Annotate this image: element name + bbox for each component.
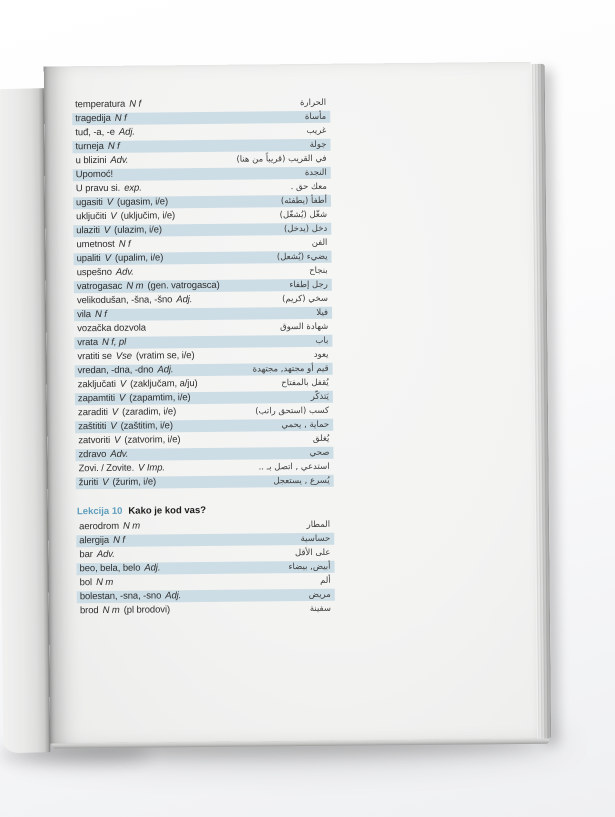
vocab-row	[73, 223, 331, 237]
grammar-tag: V	[110, 420, 117, 432]
serbian-term: Upomoć!	[75, 168, 114, 181]
arabic-translation: يُسرع , يستعجل	[273, 475, 330, 487]
vocab-row	[72, 111, 330, 125]
serbian-term: U pravu si.	[75, 182, 121, 195]
vocab-row	[73, 195, 331, 209]
vocab-row	[72, 125, 330, 139]
grammar-tag: V	[110, 210, 117, 222]
arabic-translation: دخل (يدخل)	[283, 223, 328, 235]
vocab-list-section-1	[72, 97, 334, 491]
vocab-row	[74, 293, 332, 307]
grammar-tag: V	[118, 392, 126, 404]
grammar-tag: N f, pl	[101, 336, 127, 348]
vocab-row	[76, 561, 334, 575]
arabic-translation: صحي	[309, 447, 330, 458]
serbian-term: vredan, -dna, -dno	[77, 364, 154, 377]
vocab-row	[77, 603, 335, 617]
arabic-translation: يَتذكّر	[310, 391, 329, 402]
vocab-row	[72, 139, 330, 153]
grammar-tag: Adj.	[118, 126, 135, 138]
arabic-translation: مأساة	[304, 111, 327, 123]
grammar-tag: N m	[102, 604, 120, 616]
vocab-row	[75, 419, 333, 433]
grammar-tag: V	[119, 378, 127, 390]
vocab-row	[74, 265, 332, 279]
grammar-tag: V	[111, 406, 119, 418]
conjugation-note: (vratim se, i/e)	[135, 350, 195, 362]
serbian-term: turneja	[75, 140, 104, 153]
serbian-term: vozačka dozvola	[77, 322, 147, 335]
serbian-term: zaraditi	[77, 406, 108, 419]
grammar-tag: N f	[94, 308, 107, 321]
conjugation-note: (uključim, i/e)	[120, 210, 176, 222]
arabic-translation: سفينة	[309, 603, 331, 614]
conjugation-note: (zaključam, a/ju)	[130, 378, 198, 390]
grammar-tag: N f	[114, 112, 127, 124]
serbian-term: brod	[79, 605, 99, 617]
grammar-tag: Adj.	[176, 294, 193, 306]
arabic-translation: يُقفل بالمفتاح	[281, 377, 329, 389]
vocab-row	[76, 475, 334, 489]
serbian-term: temperatura	[75, 98, 126, 111]
conjugation-note: (gen. vatrogasca)	[147, 279, 220, 292]
vocab-row	[74, 321, 332, 335]
vocab-row	[74, 335, 332, 349]
serbian-term: uspešno	[76, 266, 112, 279]
vocab-row	[75, 405, 333, 419]
serbian-term: velikodušan, -šna, -šno	[76, 294, 173, 307]
grammar-tag: exp.	[124, 182, 142, 194]
serbian-term: u blizini	[75, 154, 107, 167]
arabic-translation: فيلا	[316, 307, 329, 318]
serbian-term: žuriti	[78, 477, 99, 489]
vocab-row	[76, 547, 334, 561]
arabic-translation: قيم أو مجتهد, مجتهدة	[252, 363, 329, 375]
conjugation-note: (zaštitim, i/e)	[120, 420, 173, 432]
lesson-heading	[77, 504, 206, 518]
grammar-tag: V	[106, 196, 114, 208]
vocab-row	[75, 447, 333, 461]
grammar-tag: N m	[126, 280, 144, 292]
conjugation-note: (zaradim, i/e)	[122, 406, 177, 418]
arabic-translation: يُغلق	[312, 433, 330, 444]
conjugation-note: (upalim, i/e)	[114, 252, 164, 264]
vocab-row	[77, 575, 335, 589]
serbian-term: zatvoriti	[78, 434, 111, 447]
grammar-tag: N f	[118, 238, 131, 250]
arabic-translation: على الأقل	[294, 547, 331, 559]
serbian-term: vila	[77, 309, 92, 321]
grammar-tag: N f	[113, 534, 125, 546]
grammar-tag: N f	[107, 140, 120, 152]
vocab-row	[77, 589, 335, 603]
arabic-translation: النجدة	[304, 167, 327, 179]
grammar-tag: V	[103, 224, 111, 236]
vocab-row	[74, 349, 332, 363]
serbian-term: ugasiti	[75, 196, 103, 209]
grammar-tag: Vse	[115, 350, 132, 362]
serbian-term: zaštititi	[78, 420, 107, 433]
serbian-term: Zovi. / Zovite.	[78, 462, 135, 475]
vocab-list-section-2	[76, 519, 335, 619]
serbian-term: bol	[79, 577, 93, 589]
serbian-term: tuđ, -a, -e	[75, 126, 115, 139]
arabic-translation: ألم	[319, 575, 331, 586]
serbian-term: zapamtiti	[77, 392, 116, 405]
arabic-translation: حساسية	[300, 533, 331, 545]
arabic-translation: سخي (كريم)	[282, 293, 328, 305]
grammar-tag: V Imp.	[138, 462, 165, 474]
grammar-tag: Adv.	[115, 266, 134, 278]
conjugation-note: (pl brodovi)	[123, 604, 171, 616]
serbian-term: zaključati	[77, 378, 116, 391]
conjugation-note: (žurim, i/e)	[112, 476, 157, 488]
serbian-term: vratiti se	[77, 350, 112, 363]
vocab-row	[76, 533, 334, 547]
arabic-translation: شهادة السوق	[280, 321, 329, 333]
conjugation-note: (ulazim, i/e)	[114, 224, 162, 236]
arabic-translation: شغّل (يُشغّل)	[279, 209, 328, 221]
arabic-translation: استدعي , اتصل بـ ..	[258, 461, 330, 473]
grammar-tag: V	[114, 434, 121, 446]
lesson-title: Kako je kod vas?	[128, 504, 207, 517]
serbian-term: uključiti	[76, 210, 107, 223]
vocab-row	[75, 377, 333, 391]
left-page-edge	[0, 88, 50, 753]
vocab-row	[73, 167, 331, 181]
grammar-tag: N f	[129, 98, 142, 110]
arabic-translation: يضيء (يُشعل)	[276, 251, 328, 263]
serbian-term: upaliti	[76, 252, 101, 265]
vocab-row	[73, 237, 331, 251]
conjugation-note: (zatvorim, i/e)	[124, 434, 181, 446]
vocab-row	[72, 97, 330, 111]
arabic-translation: يعود	[313, 349, 329, 360]
serbian-term: aerodrom	[79, 520, 120, 533]
arabic-translation: معك حق .	[290, 181, 327, 193]
arabic-translation: المطار	[306, 519, 331, 531]
grammar-tag: N m	[122, 520, 141, 532]
serbian-term: beo, bela, belo	[79, 562, 141, 575]
vocab-row	[73, 153, 331, 167]
serbian-term: alergija	[79, 534, 110, 547]
arabic-translation: أطفأ (يطفئه)	[280, 195, 328, 207]
grammar-tag: Adv.	[110, 448, 129, 460]
vocab-row	[75, 433, 333, 447]
arabic-translation: غريب	[306, 125, 327, 136]
book-page	[44, 62, 537, 744]
serbian-term: zdravo	[78, 448, 107, 461]
vocab-row	[76, 519, 334, 533]
vocab-row	[73, 209, 331, 223]
arabic-translation: بنجاح	[309, 265, 328, 276]
vocab-row	[76, 461, 334, 475]
serbian-term: tragedija	[75, 112, 111, 125]
vocab-row	[75, 363, 333, 377]
serbian-term: ulaziti	[76, 224, 100, 237]
lesson-number: Lekcija 10	[76, 505, 123, 518]
grammar-tag: N m	[95, 576, 114, 589]
vocab-row	[75, 391, 333, 405]
grammar-tag: V	[102, 476, 109, 488]
arabic-translation: أبيض, بيضاء	[288, 561, 331, 573]
vocab-row	[73, 251, 331, 265]
serbian-term: umetnost	[76, 238, 115, 251]
grammar-tag: Adj.	[144, 562, 161, 574]
arabic-translation: الفن	[311, 237, 328, 248]
vocab-row	[74, 279, 332, 293]
vocab-row	[73, 181, 331, 195]
arabic-translation: رجل إطفاء	[289, 279, 328, 291]
grammar-tag: Adj.	[165, 590, 182, 602]
serbian-term: bar	[79, 549, 93, 561]
grammar-tag: Adv.	[110, 154, 129, 166]
arabic-translation: في القريب (قريباً من هنا)	[236, 153, 327, 165]
arabic-translation: جولة	[309, 139, 327, 150]
arabic-translation: الحرارة	[299, 97, 327, 109]
grammar-tag: Adv.	[96, 548, 115, 561]
conjugation-note: (ugasim, i/e)	[116, 196, 169, 208]
vocab-row	[74, 307, 332, 321]
grammar-tag: V	[104, 252, 111, 264]
arabic-translation: كسب (استحق راتب)	[255, 405, 330, 417]
serbian-term: vrata	[77, 337, 99, 349]
arabic-translation: باب	[315, 335, 329, 346]
arabic-translation: حماية , يحمي	[281, 419, 330, 431]
arabic-translation: مريض	[308, 589, 331, 600]
grammar-tag: Adj.	[157, 364, 174, 376]
serbian-term: bolestan, -sna, -sno	[79, 590, 162, 603]
conjugation-note: (zapamtim, i/e)	[129, 392, 191, 404]
serbian-term: vatrogasac	[76, 280, 123, 293]
